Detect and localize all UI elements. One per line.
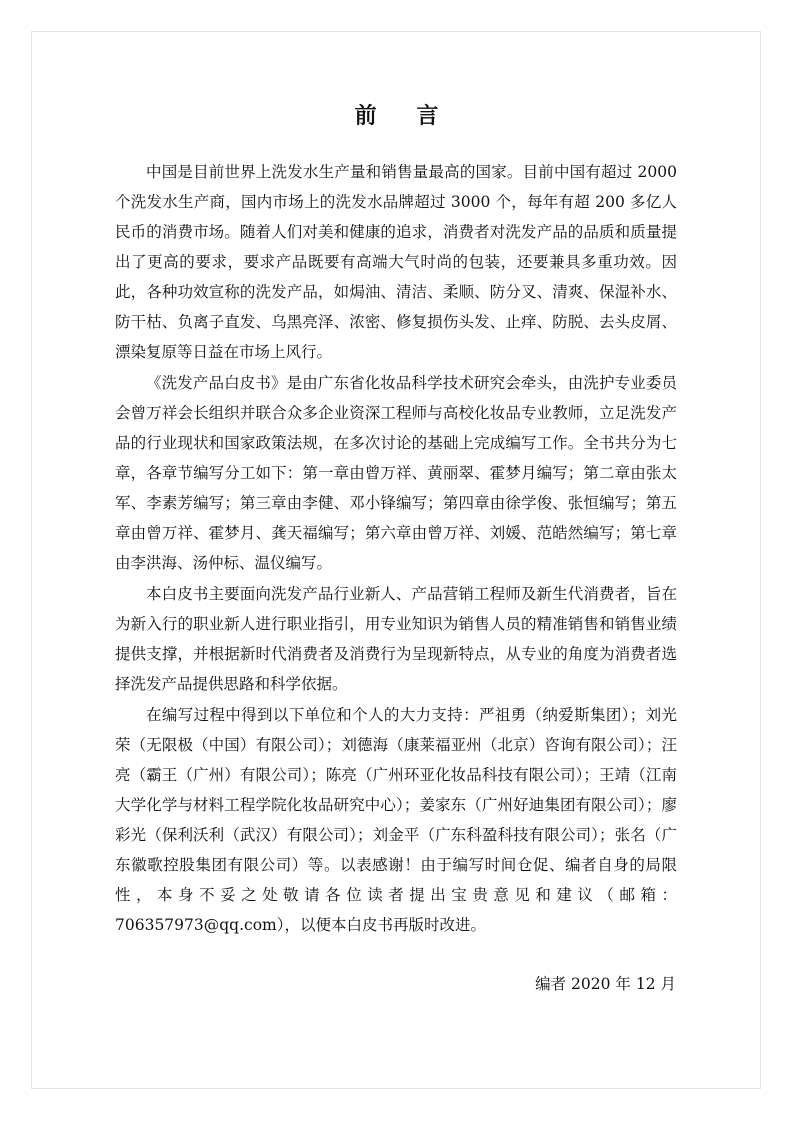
paragraph-market-overview: 中国是目前世界上洗发水生产量和销售量最高的国家。目前中国有超过 2000 个洗发水生产商，国内市场上的洗发水品牌超过 3000 个，每年有超 200 多亿人民币的消费市场。随着人们对美和健康的追求，消费者对洗发产品的品质和质量提出了更高的要求，要求产品既要有高端大气时尚的包装，还要兼具多重功效。因此，各种功效宣称的洗发产品，如焗油、清洁、柔顺、防分叉、清爽、保湿补水、防干枯、负离子直发、乌黑亮泽、浓密、修复损伤头发、止痒、防脱、去头皮屑、漂染复原等日益在市场上风行。 <box>115 163 677 361</box>
preface-body <box>115 157 677 941</box>
page-title: 前 言 <box>354 104 455 129</box>
editor-signature: 编者 2020 年 12 月 <box>535 975 676 993</box>
paragraph-acknowledgements: 在编写过程中得到以下单位和个人的大力支持：严祖勇（纳爱斯集团）；刘光荣（无限极（中国）有限公司）；刘德海（康莱福亚州（北京）咨询有限公司）；汪亮（霸王（广州）有限公司）；陈亮（广州环亚化妆品科技有限公司）；王靖（江南大学化学与材料工程学院化妆品研究中心）；姜家东（广州好迪集团有限公司）；廖彩光（保利沃利（武汉）有限公司）；刘金平（广东科盈科技有限公司）；张名（广东徽歌控股集团有限公司）等。以表感谢！由于编写时间仓促、编者自身的局限性，本身不妥之处敬请各位读者提出宝贵意见和建议（邮箱：706357973@qq.com），以便本白皮书再版时改进。 <box>115 706 677 934</box>
paragraph-audience: 本白皮书主要面向洗发产品行业新人、产品营销工程师及新生代消费者，旨在为新入行的职业新人进行职业指引，用专业知识为销售人员的精准销售和销售业绩提供支撑，并根据新时代消费者及消费行为呈现新特点，从专业的角度为消费者选择洗发产品提供思路和科学依据。 <box>115 585 677 693</box>
paragraph-authorship: 《洗发产品白皮书》是由广东省化妆品科学技术研究会牵头，由洗护专业委员会曾万祥会长组织并联合众多企业资深工程师与高校化妆品专业教师，立足洗发产品的行业现状和国家政策法规，在多次讨论的基础上完成编写工作。全书共分为七章，各章节编写分工如下：第一章由曾万祥、黄丽翠、霍梦月编写；第二章由张太军、李素芳编写；第三章由李健、邓小锋编写；第四章由徐学俊、张恒编写；第五章由曾万祥、霍梦月、龚天福编写；第六章由曾万祥、刘媛、范皓然编写；第七章由李洪海、汤仲标、温仪编写。 <box>115 374 677 572</box>
